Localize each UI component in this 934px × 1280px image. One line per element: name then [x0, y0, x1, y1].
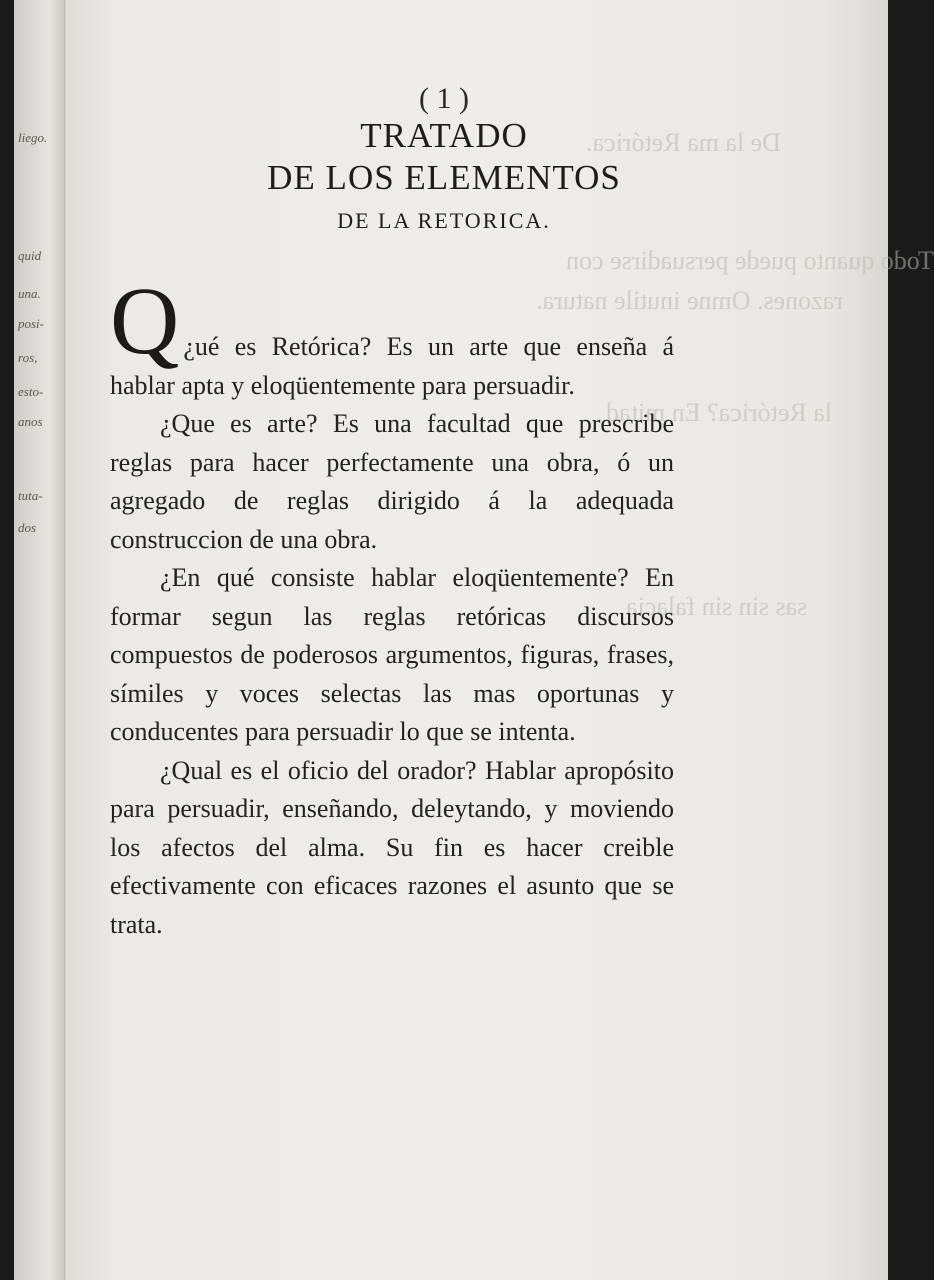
margin-fragment: una.: [18, 286, 41, 301]
margin-fragment: anos: [18, 414, 43, 429]
margin-fragment: ros,: [18, 350, 38, 365]
margin-fragment: tuta-: [18, 488, 43, 503]
bleed-through-text: razones. Omne inutile natura.: [536, 286, 843, 315]
margin-fragment: quid: [18, 248, 42, 263]
inverted-question-mark: ¿: [183, 332, 195, 361]
bleed-through-text: sas sin sin falacia: [626, 592, 808, 621]
bleed-through-text: Todo quanto puede persuadirse con: [566, 246, 934, 275]
title-line-2: DE LOS ELEMENTOS: [267, 158, 621, 197]
margin-fragment: liego.: [18, 130, 48, 145]
paragraph: ¿Qual es el oficio del orador? Hablar apropósito para persuadir, enseñando, deleytando, y moviendo los afectos del alma. Su fin es hacer creible efectivamente con eficaces razones el asunto que se trata.: [110, 755, 674, 939]
drop-cap: Q: [110, 267, 180, 374]
margin-fragment: dos: [18, 520, 37, 535]
page-number: ( 1 ): [419, 82, 469, 115]
bleed-through-text: De la ma Retórica.: [586, 128, 781, 157]
paragraph-text: ué es Retórica? Es un arte que enseña á hablar apta y eloqüentemente para persuadir.: [110, 332, 674, 400]
bleed-through-text: la Retórica? En mitad: [606, 398, 832, 427]
paragraph: [110, 267, 674, 405]
paragraph: ¿En qué consiste hablar eloqüentemente? En formar segun las reglas retóricas discursos compuestos de poderosos argumentos, figuras, frases, símiles y voces selectas las mas oportunas y conducentes para persuadir lo que se intenta.: [110, 563, 674, 746]
paragraph: ¿Que es arte? Es una facultad que prescribe reglas para hacer perfectamente una obra, ó un agregado de reglas dirigido á la adequada construccion de una obra.: [110, 409, 674, 554]
margin-fragment: posi-: [18, 316, 44, 331]
body-text: [110, 267, 674, 944]
margin-fragment: esto-: [18, 384, 44, 399]
title-line-1: TRATADO: [360, 116, 528, 155]
title-line-3: DE LA RETORICA.: [337, 208, 551, 233]
